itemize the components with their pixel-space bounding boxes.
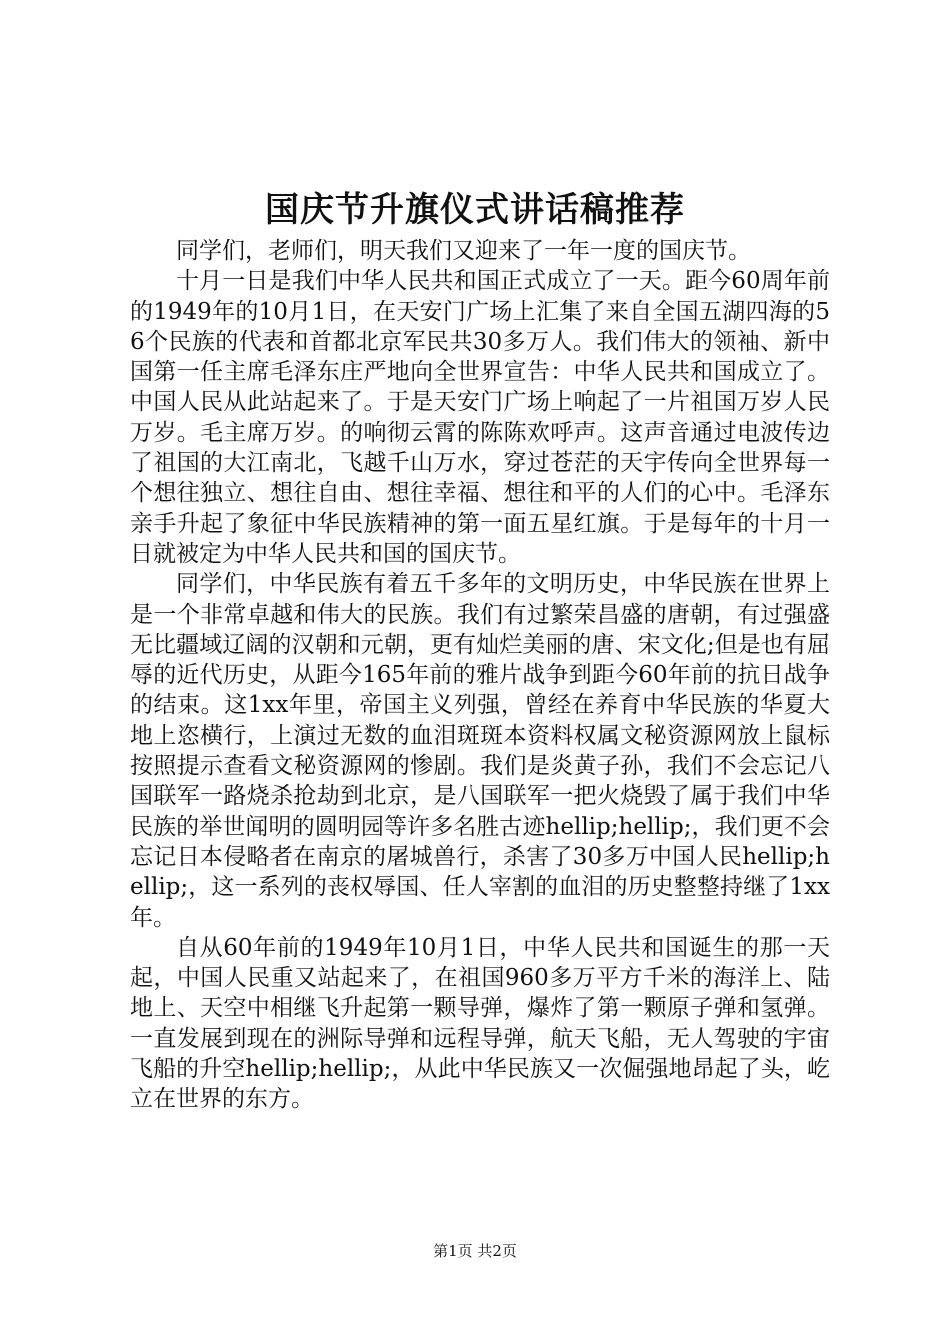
document-body [130,236,830,1115]
document-title: 国庆节升旗仪式讲话稿推荐 [265,190,685,230]
paragraph-3: 同学们，中华民族有着五千多年的文明历史，中华民族在世界上是一个非常卓越和伟大的民族。我们有过繁荣昌盛的唐朝，有过强盛无比疆域辽阔的汉朝和元朝，更有灿烂美丽的唐、宋文化;但是也有屈辱的近代历史，从距今165年前的雅片战争到距今60年前的抗日战争的结束。这1xx年里，帝国主义列强，曾经在养育中华民族的华夏大地上恣横行，上演过无数的血泪斑斑本资料权属文秘资源网放上鼠标按照提示查看文秘资源网的惨剧。我们是炎黄子孙，我们不会忘记八国联军一路烧杀抢劫到北京，是八国联军一把火烧毁了属于我们中华民族的举世闻明的圆明园等许多名胜古迹hellip;hellip;，我们更不会忘记日本侵略者在南京的屠城兽行，杀害了30多万中国人民hellip;hellip;，这一系列的丧权辱国、任人宰割的血泪的历史整整持继了1xx年。 [130,571,830,931]
paragraph-4: 自从60年前的1949年10月1日，中华人民共和国诞生的那一天起，中国人民重又站起来了，在祖国960多万平方千米的海洋上、陆地上、天空中相继飞升起第一颗导弹，爆炸了第一颗原子弹和氢弹。一直发展到现在的洲际导弹和远程导弹，航天飞船，无人驾驶的宇宙飞船的升空hellip;hellip;，从此中华民族又一次倔强地昂起了头，屹立在世界的东方。 [130,934,830,1113]
paragraph-2: 十月一日是我们中华人民共和国正式成立了一天。距今60周年前的1949年的10月1日，在天安门广场上汇集了来自全国五湖四海的56个民族的代表和首都北京军民共30多万人。我们伟大的领袖、新中国第一任主席毛泽东庄严地向全世界宣告：中华人民共和国成立了。中国人民从此站起来了。于是天安门广场上响起了一片祖国万岁人民万岁。毛主席万岁。的响彻云霄的陈陈欢呼声。这声音通过电波传边了祖国的大江南北，飞越千山万水，穿过苍茫的天宇传向全世界每一个想往独立、想往自由、想往幸福、想往和平的人们的心中。毛泽东亲手升起了象征中华民族精神的第一面五星红旗。于是每年的十月一日就被定为中华人民共和国的国庆节。 [130,268,830,567]
paragraph-1: 同学们，老师们，明天我们又迎来了一年一度的国庆节。 [176,238,751,264]
page-footer: 第1页 共2页 [433,1242,517,1260]
